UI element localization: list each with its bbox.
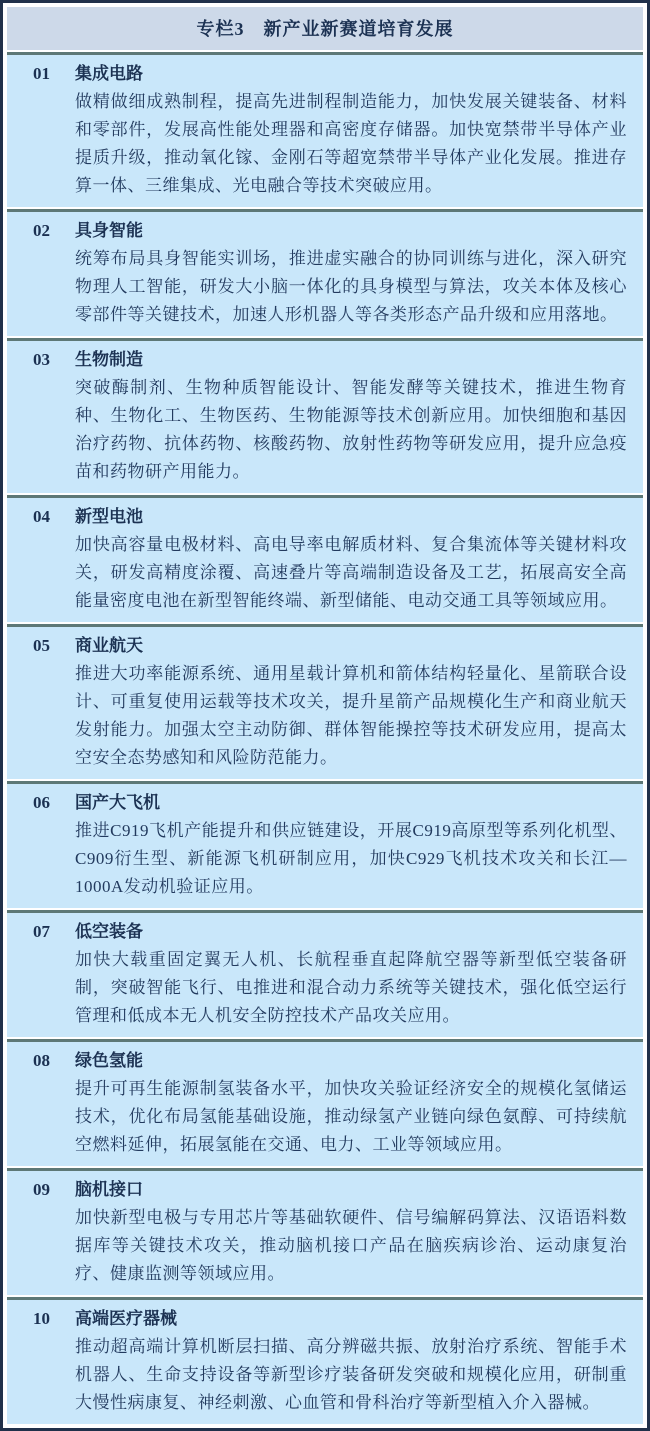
section-title: 生物制造: [75, 350, 143, 369]
section-number: 09: [33, 1180, 50, 1199]
section-number: 07: [33, 922, 50, 941]
sections-list: [7, 52, 643, 1424]
section-body: 加快新型电极与专用芯片等基础软硬件、信号编解码算法、汉语语料数据库等关键技术攻关，推动脑机接口产品在脑疾病诊治、运动康复治疗、健康监测等领域应用。: [75, 1208, 627, 1283]
section-title: 具身智能: [75, 221, 143, 240]
section-number: 06: [33, 793, 50, 812]
section-heading-row: [33, 503, 627, 531]
section-body: 推进C919飞机产能提升和供应链建设，开展C919高原型等系列化机型、C909衍生型、新能源飞机研制应用，加快C929飞机技术攻关和长江—1000A发动机验证应用。: [75, 821, 627, 896]
section-number: 02: [33, 221, 50, 240]
section-row: [7, 624, 643, 779]
section-row: [7, 1168, 643, 1295]
section-number: 01: [33, 64, 50, 83]
section-row: [7, 495, 643, 622]
section-heading-row: [33, 632, 627, 660]
section-row: [7, 52, 643, 207]
section-title: 集成电路: [75, 64, 143, 83]
section-heading-row: [33, 789, 627, 817]
section-title: 绿色氢能: [75, 1051, 143, 1070]
section-title: 商业航天: [75, 636, 143, 655]
section-title: 脑机接口: [75, 1180, 143, 1199]
section-heading-row: [33, 918, 627, 946]
section-heading-row: [33, 346, 627, 374]
section-heading-row: [33, 1176, 627, 1204]
section-row: [7, 338, 643, 493]
section-body: 统筹布局具身智能实训场，推进虚实融合的协同训练与进化，深入研究物理人工智能，研发大小脑一体化的具身模型与算法，攻关本体及核心零部件等关键技术，加速人形机器人等各类形态产品升级和应用落地。: [75, 249, 627, 324]
section-heading-row: [33, 1047, 627, 1075]
section-title: 低空装备: [75, 922, 143, 941]
section-body: 加快大载重固定翼无人机、长航程垂直起降航空器等新型低空装备研制，突破智能飞行、电推进和混合动力系统等关键技术，强化低空运行管理和低成本无人机安全防控技术产品攻关应用。: [75, 950, 627, 1025]
section-title: 国产大飞机: [75, 793, 160, 812]
section-body: 推动超高端计算机断层扫描、高分辨磁共振、放射治疗系统、智能手术机器人、生命支持设备等新型诊疗装备研发突破和规模化应用，研制重大慢性病康复、神经刺激、心血管和骨科治疗等新型植入介入器械。: [75, 1337, 627, 1412]
section-body: 突破酶制剂、生物种质智能设计、智能发酵等关键技术，推进生物育种、生物化工、生物医药、生物能源等技术创新应用。加快细胞和基因治疗药物、抗体药物、核酸药物、放射性药物等研发应用，提升应急疫苗和药物研产用能力。: [75, 378, 627, 481]
section-number: 08: [33, 1051, 50, 1070]
section-body: 做精做细成熟制程，提高先进制程制造能力，加快发展关键装备、材料和零部件，发展高性能处理器和高密度存储器。加快宽禁带半导体产业提质升级，推动氧化镓、金刚石等超宽禁带半导体产业化发展。推进存算一体、三维集成、光电融合等技术突破应用。: [75, 92, 627, 195]
section-body: 推进大功率能源系统、通用星载计算机和箭体结构轻量化、星箭联合设计、可重复使用运载等技术攻关，提升星箭产品规模化生产和商业航天发射能力。加强太空主动防御、群体智能操控等技术研发应用，提高太空安全态势感知和风险防范能力。: [75, 664, 627, 767]
section-body: 提升可再生能源制氢装备水平，加快攻关验证经济安全的规模化氢储运技术，优化布局氢能基础设施，推动绿氢产业链向绿色氨醇、可持续航空燃料延伸，拓展氢能在交通、电力、工业等领域应用。: [75, 1079, 627, 1154]
section-number: 05: [33, 636, 50, 655]
section-row: [7, 910, 643, 1037]
section-row: [7, 1039, 643, 1166]
section-number: 10: [33, 1309, 50, 1328]
section-number: 03: [33, 350, 50, 369]
section-title: 高端医疗器械: [75, 1309, 177, 1328]
box-title: 专栏3 新产业新赛道培育发展: [7, 7, 643, 50]
section-title: 新型电池: [75, 507, 143, 526]
section-body: 加快高容量电极材料、高电导率电解质材料、复合集流体等关键材料攻关，研发高精度涂覆、高速叠片等高端制造设备及工艺，拓展高安全高能量密度电池在新型智能终端、新型储能、电动交通工具等领域应用。: [75, 535, 627, 610]
section-row: [7, 209, 643, 336]
section-row: [7, 781, 643, 908]
section-number: 04: [33, 507, 50, 526]
section-heading-row: [33, 217, 627, 245]
section-heading-row: [33, 60, 627, 88]
section-row: [7, 1297, 643, 1424]
